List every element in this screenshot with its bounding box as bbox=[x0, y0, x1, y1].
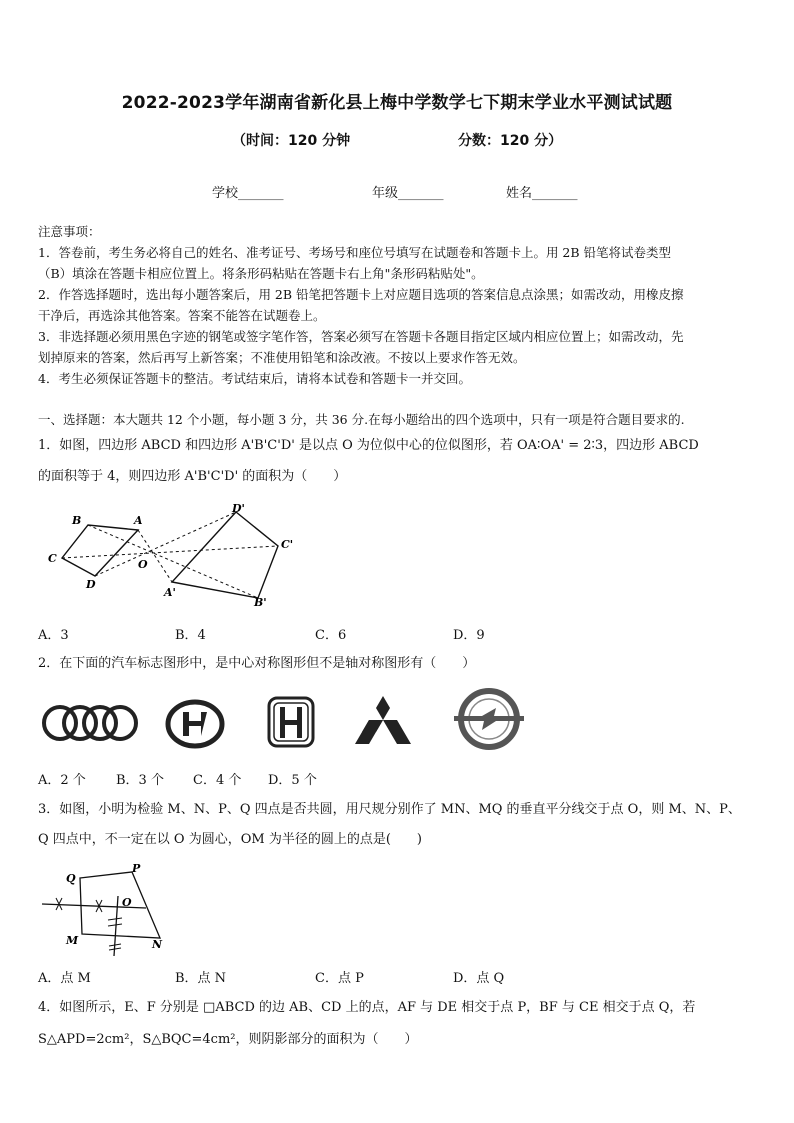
q1-figure bbox=[40, 500, 310, 610]
q4-text-line1: 4．如图所示，E、F 分别是 □ABCD 的边 AB、CD 上的点，AF 与 DE 相交于点 P，BF 与 CE 相交于点 Q，若 bbox=[38, 1000, 696, 1015]
notice-heading: 注意事项： bbox=[38, 224, 101, 239]
school-field: 学校_______ bbox=[212, 186, 284, 201]
grade-field: 年级_______ bbox=[372, 186, 444, 201]
label-B: B bbox=[72, 514, 82, 527]
exam-score: 分数：120 分） bbox=[458, 133, 563, 149]
honda-logo bbox=[265, 694, 317, 750]
label-O: O bbox=[122, 896, 132, 909]
page-title: 2022-2023学年湖南省新化县上梅中学数学七下期末学业水平测试试题 bbox=[121, 93, 673, 113]
notice-line: （B）填涂在答题卡相应位置上。将条形码粘贴在答题卡右上角"条形码粘贴处"。 bbox=[38, 266, 484, 281]
q1-option-c: C．6 bbox=[315, 628, 347, 643]
q3-option-d: D．点 Q bbox=[453, 971, 505, 986]
name-field: 姓名_______ bbox=[506, 186, 578, 201]
notice-line: 4．考生必须保证答题卡的整洁。考试结束后，请将本试卷和答题卡一并交回。 bbox=[38, 371, 471, 386]
q3-text-line1: 3．如图，小明为检验 M、N、P、Q 四点是否共圆，用尺规分别作了 MN、MQ 的垂直平分线交于点 O，则 M、N、P、 bbox=[38, 802, 741, 817]
q4-text-line2: S△APD=2cm²，S△BQC=4cm²，则阴影部分的面积为（ ） bbox=[38, 1032, 418, 1047]
label-Q: Q bbox=[66, 872, 76, 885]
q3-option-c: C．点 P bbox=[315, 971, 364, 986]
hyundai-logo bbox=[163, 694, 227, 754]
q3-figure bbox=[36, 858, 176, 958]
label-P: P bbox=[132, 862, 141, 875]
notice-line: 干净后，再选涂其他答案。答案不能答在试题卷上。 bbox=[38, 308, 326, 323]
label-D-prime: D' bbox=[232, 502, 245, 515]
q2-option-d: D．5 个 bbox=[268, 773, 317, 788]
notice-line: 3．非选择题必须用黑色字迹的钢笔或签字笔作答，答案必须写在答题卡各题目指定区域内相应位置上；如需改动，先 bbox=[38, 329, 684, 344]
label-A-prime: A' bbox=[164, 586, 176, 599]
label-N: N bbox=[152, 938, 163, 951]
q1-text-line1: 1．如图，四边形 ABCD 和四边形 A'B'C'D' 是以点 O 为位似中心的位似图形，若 OA∶OA' = 2∶3，四边形 ABCD bbox=[38, 438, 699, 453]
notice-line: 1．答卷前，考生务必将自己的姓名、准考证号、考场号和座位号填写在试题卷和答题卡上。用 2B 铅笔将试卷类型 bbox=[38, 245, 672, 260]
label-D: D bbox=[86, 578, 96, 591]
q2-text: 2．在下面的汽车标志图形中，是中心对称图形但不是轴对称图形有（ ） bbox=[38, 656, 476, 671]
q1-option-a: A．3 bbox=[38, 628, 69, 643]
q2-option-a: A．2 个 bbox=[38, 773, 86, 788]
opel-logo bbox=[452, 686, 526, 752]
label-B-prime: B' bbox=[254, 596, 267, 609]
notice-line: 2．作答选择题时，选出每小题答案后，用 2B 铅笔把答题卡上对应题目选项的答案信息点涂黑；如需改动，用橡皮擦 bbox=[38, 287, 684, 302]
label-C-prime: C' bbox=[281, 538, 294, 551]
exam-time: （时间：120 分钟 bbox=[232, 133, 351, 149]
label-A: A bbox=[134, 514, 143, 527]
label-M: M bbox=[66, 934, 79, 947]
audi-logo bbox=[40, 688, 140, 758]
q2-option-b: B．3 个 bbox=[116, 773, 164, 788]
q3-option-a: A．点 M bbox=[38, 971, 91, 986]
mitsubishi-logo bbox=[354, 692, 412, 750]
section-heading: 一、选择题：本大题共 12 个小题，每小题 3 分，共 36 分.在每小题给出的四个选项中，只有一项是符合题目要求的. bbox=[38, 412, 685, 427]
q1-option-b: B．4 bbox=[175, 628, 206, 643]
q1-text-line2: 的面积等于 4，则四边形 A'B'C'D' 的面积为（ ） bbox=[38, 469, 347, 484]
q1-option-d: D．9 bbox=[453, 628, 485, 643]
q3-option-b: B．点 N bbox=[175, 971, 227, 986]
label-O: O bbox=[138, 558, 148, 571]
notice-line: 划掉原来的答案，然后再写上新答案；不准使用铅笔和涂改液。不按以上要求作答无效。 bbox=[38, 350, 526, 365]
label-C: C bbox=[48, 552, 57, 565]
q2-option-c: C．4 个 bbox=[193, 773, 242, 788]
q3-text-line2: Q 四点中，不一定在以 O 为圆心，OM 为半径的圆上的点是( ) bbox=[38, 832, 422, 847]
